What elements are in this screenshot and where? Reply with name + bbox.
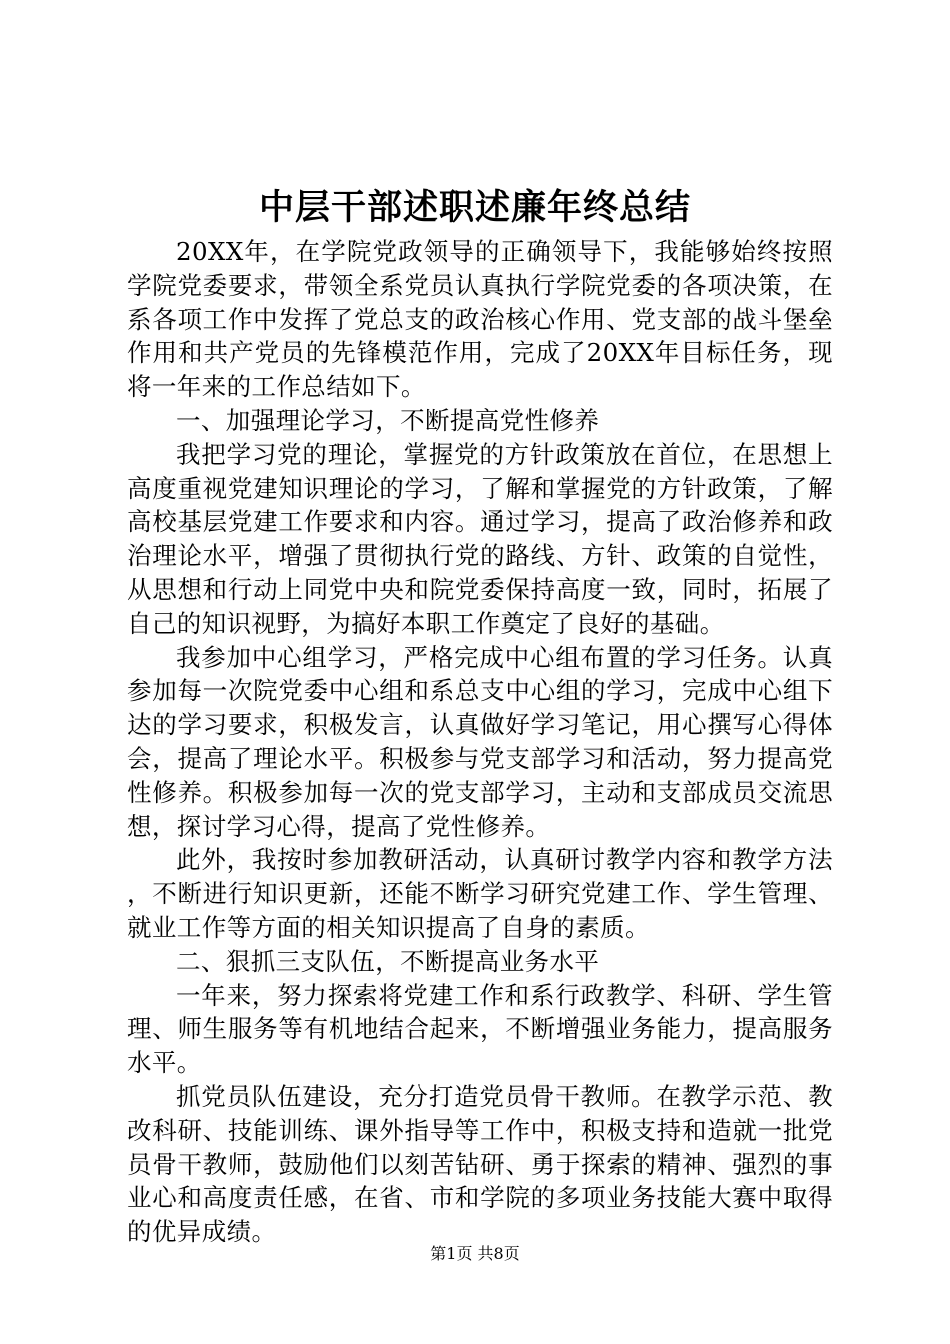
intro-paragraph: 20XX年，在学院党政领导的正确领导下，我能够始终按照学院党委要求，带领全系党员认真执行学院党委的各项决策，在系各项工作中发挥了党总支的政治核心作用、党支部的战斗堡垒作用和共产党员的先锋模范作用，完成了20XX年目标任务，现将一年来的工作总结如下。 <box>127 237 833 402</box>
document-title: 中层干部述职述廉年终总结 <box>258 188 691 228</box>
body-paragraph: 抓党员队伍建设，充分打造党员骨干教师。在教学示范、教改科研、技能训练、课外指导等工作中，积极支持和造就一批党员骨干教师，鼓励他们以刻苦钻研、勇于探索的精神、强烈的事业心和高度责任感，在省、市和学院的多项业务技能大赛中取得的优异成绩。 <box>127 1081 833 1247</box>
document-body <box>127 235 833 1249</box>
body-paragraph: 此外，我按时参加教研活动，认真研讨教学内容和教学方法，不断进行知识更新，还能不断学习研究党建工作、学生管理、就业工作等方面的相关知识提高了自身的素质。 <box>127 845 833 942</box>
body-paragraph: 一年来，努力探索将党建工作和系行政教学、科研、学生管理、师生服务等有机地结合起来，不断增强业务能力，提高服务水平。 <box>127 980 833 1078</box>
body-paragraph: 我参加中心组学习，严格完成中心组布置的学习任务。认真参加每一次院党委中心组和系总支中心组的学习，完成中心组下达的学习要求，积极发言，认真做好学习笔记，用心撰写心得体会，提高了理论水平。积极参与党支部学习和活动，努力提高党性修养。积极参加每一次的党支部学习，主动和支部成员交流思想，探讨学习心得，提高了党性修养。 <box>127 642 833 841</box>
body-paragraph: 我把学习党的理论，掌握党的方针政策放在首位，在思想上高度重视党建知识理论的学习，了解和掌握党的方针政策，了解高校基层党建工作要求和内容。通过学习，提高了政治修养和政治理论水平，增强了贯彻执行党的路线、方针、政策的自觉性，从思想和行动上同党中央和院党委保持高度一致，同时，拓展了自己的知识视野，为搞好本职工作奠定了良好的基础。 <box>127 439 833 638</box>
section-heading-1: 一、加强理论学习，不断提高党性修养 <box>176 405 600 435</box>
section-heading-2: 二、狠抓三支队伍，不断提高业务水平 <box>176 946 600 976</box>
page-number-footer: 第1页 共8页 <box>430 1244 520 1263</box>
